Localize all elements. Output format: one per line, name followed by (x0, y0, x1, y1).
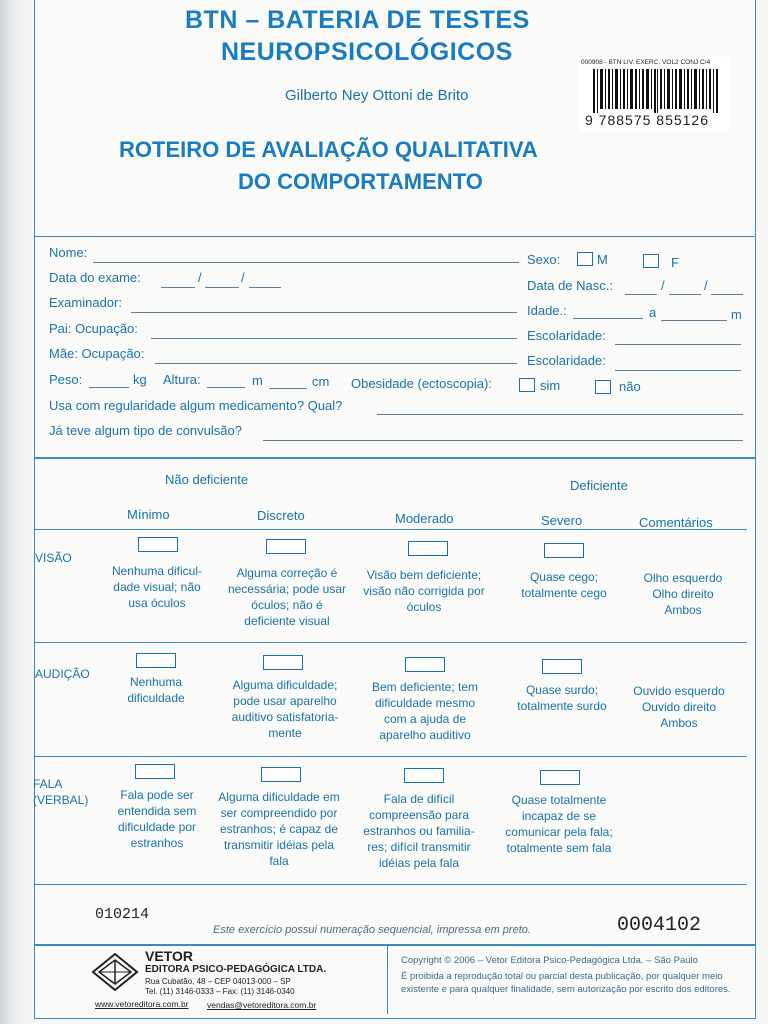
sequence-note: Este exercício possui numeração sequencial, impressa em preto. (213, 924, 531, 936)
mae-escolaridade-label: Escolaridade: (527, 353, 606, 368)
column-severo: Severo (541, 513, 583, 528)
data-nasc-day-field[interactable] (625, 294, 657, 295)
barcode-caption: 000908 - BTN LIV. EXERC. VOL2 CONJ C/4 (581, 59, 711, 66)
author-name: Gilberto Ney Ottoni de Brito (285, 87, 469, 104)
idade-a-label: a (649, 305, 657, 320)
publisher-website-link[interactable]: www.vetoreditora.com.br (95, 999, 189, 1009)
fala-minimo-checkbox[interactable] (135, 764, 175, 779)
publisher-address: Rua Cubatão, 48 – CEP 04013-000 – SP (145, 977, 291, 986)
obesidade-nao-label: não (619, 379, 641, 394)
obesidade-sim-checkbox[interactable] (519, 378, 535, 392)
peso-label: Peso: (49, 372, 83, 387)
audicao-discreto-checkbox[interactable] (263, 655, 303, 670)
rights-text: É proibida a reprodução total ou parcial desta publicação, por qualquer meio existente e para qualquer finalidade, sem autorização por escrito dos editores. (401, 971, 731, 995)
divider (35, 642, 747, 643)
audicao-severo-checkbox[interactable] (542, 659, 582, 674)
data-nasc-year-field[interactable] (711, 294, 743, 295)
row-label-visao: VISÃO (35, 551, 72, 565)
idade-anos-field[interactable] (573, 318, 643, 319)
serial-number-right: 0004102 (617, 914, 702, 937)
idade-meses-field[interactable] (661, 320, 727, 321)
data-nasc-month-field[interactable] (669, 294, 701, 295)
vetor-logo-icon (91, 952, 139, 992)
medicamento-field[interactable] (377, 414, 743, 415)
visao-severo-checkbox[interactable] (544, 543, 584, 558)
fala-discreto-checkbox[interactable] (261, 767, 301, 782)
audicao-minimo-checkbox[interactable] (136, 653, 176, 668)
altura-cm-field[interactable] (269, 388, 307, 389)
mae-escolaridade-field[interactable] (615, 370, 741, 371)
column-discreto: Discreto (257, 508, 305, 523)
convulsao-field[interactable] (263, 440, 743, 441)
publisher-phone: Tel. (11) 3146-0333 – Fax: (11) 3146-0340 (145, 987, 295, 996)
audicao-moderado-checkbox[interactable] (405, 657, 445, 672)
date-slash: / (661, 278, 665, 293)
idade-m-label: m (731, 307, 742, 322)
divider (35, 944, 755, 946)
mae-label: Mãe: Ocupação: (49, 346, 145, 361)
medicamento-label: Usa com regularidade algum medicamento? Qual? (49, 398, 343, 413)
data-exame-label: Data do exame: (49, 270, 141, 285)
visao-minimo-checkbox[interactable] (138, 537, 178, 552)
fala-severo-checkbox[interactable] (540, 770, 580, 785)
pai-escolaridade-field[interactable] (615, 344, 741, 345)
visao-moderado-checkbox[interactable] (408, 541, 448, 556)
kg-unit: kg (133, 372, 147, 387)
data-nasc-label: Data de Nasc.: (527, 278, 613, 293)
column-comentarios: Comentários (639, 515, 713, 530)
convulsao-label: Já teve algum tipo de convulsão? (49, 423, 242, 438)
sexo-m-checkbox[interactable] (577, 252, 593, 266)
visao-comentario-text: Olho esquerdo Olho direito Ambos (643, 571, 723, 617)
date-slash: / (198, 270, 202, 285)
date-slash: / (241, 270, 245, 285)
fala-moderado-checkbox[interactable] (404, 768, 444, 783)
altura-label: Altura: (163, 372, 201, 387)
publisher-name: VETOR (145, 948, 193, 964)
date-slash: / (704, 278, 708, 293)
divider (35, 529, 747, 530)
data-exame-year-field[interactable] (249, 287, 281, 288)
audicao-severo-text: Quase surdo; totalmente surdo (517, 683, 607, 713)
pai-escolaridade-label: Escolaridade: (527, 328, 606, 343)
copyright-text: Copyright © 2006 – Vetor Editora Psico-Pedagógica Ltda. – São Paulo (401, 955, 698, 966)
pai-label: Pai: Ocupação: (49, 321, 138, 336)
audicao-discreto-text: Alguma dificuldade; pode usar aparelho auditivo satisfatoria-mente (231, 678, 339, 740)
divider (387, 944, 388, 1014)
deficiente-heading: Deficiente (570, 478, 628, 493)
audicao-comentario-text: Ouvido esquerdo Ouvido direito Ambos (633, 684, 725, 730)
sexo-m-label: M (597, 252, 608, 267)
altura-m-field[interactable] (207, 387, 245, 388)
divider (35, 457, 755, 459)
obesidade-nao-checkbox[interactable] (595, 380, 611, 394)
examinador-label: Examinador: (49, 295, 122, 310)
column-moderado: Moderado (395, 511, 454, 526)
divider (35, 236, 755, 237)
examinador-field[interactable] (131, 312, 517, 313)
column-minimo: Mínimo (127, 507, 170, 522)
divider (35, 756, 747, 757)
barcode-icon (593, 69, 723, 113)
title-line-2: NEUROPSICOLÓGICOS (221, 38, 513, 66)
nao-deficiente-heading: Não deficiente (165, 472, 249, 487)
subtitle-line-2: DO COMPORTAMENTO (238, 169, 483, 194)
divider (35, 884, 747, 885)
nome-field[interactable] (93, 262, 519, 263)
sexo-label: Sexo: (527, 252, 561, 267)
visao-severo-text: Quase cego; totalmente cego (521, 570, 607, 600)
title-line-1: BTN – BATERIA DE TESTES (185, 6, 530, 34)
sexo-f-label: F (671, 255, 679, 270)
serial-number-left: 010214 (95, 906, 150, 923)
audicao-moderado-text: Bem deficiente; tem dificuldade mesmo com a ajuda de aparelho auditivo (371, 680, 479, 742)
idade-label: Idade.: (527, 303, 567, 318)
pai-ocupacao-field[interactable] (151, 338, 517, 339)
audicao-minimo-text: Nenhuma dificuldade (127, 675, 185, 705)
fala-moderado-text: Fala de difícil compreensão para estranhos ou familia-res; difícil transmitir idéias pela fala (363, 792, 475, 870)
visao-moderado-text: Visão bem deficiente; visão não corrigida por óculos (363, 568, 485, 614)
data-exame-day-field[interactable] (161, 287, 195, 288)
obesidade-label: Obesidade (ectoscopia): (351, 376, 492, 391)
visao-discreto-text: Alguma correção é necessária; pode usar óculos; não é deficiente visual (227, 566, 347, 628)
fala-severo-text: Quase totalmente incapaz de se comunicar pela fala; totalmente sem fala (505, 793, 613, 855)
nome-label: Nome: (49, 245, 88, 260)
barcode-label (579, 57, 729, 131)
fala-discreto-text: Alguma dificuldade em ser compreendido por estranhos; é capaz de transmitir idéias pela fala (218, 790, 340, 868)
sexo-f-checkbox[interactable] (643, 254, 659, 268)
peso-field[interactable] (89, 387, 129, 388)
m-unit: m (252, 373, 263, 388)
publisher-email-link[interactable]: vendas@vetoreditora.com.br (207, 1000, 317, 1010)
form-sheet (34, 0, 756, 1019)
visao-minimo-text: Nenhuma dificul-dade visual; não usa óculos (111, 564, 203, 610)
publisher-subtitle: EDITORA PSICO-PEDAGÓGICA LTDA. (145, 964, 327, 975)
row-label-fala: FALA (VERBAL) (33, 777, 89, 807)
subtitle-line-1: ROTEIRO DE AVALIAÇÃO QUALITATIVA (119, 137, 538, 162)
mae-ocupacao-field[interactable] (155, 363, 517, 364)
obesidade-sim-label: sim (540, 378, 561, 393)
fala-minimo-text: Fala pode ser entendida sem dificuldade por estranhos (117, 788, 197, 850)
visao-discreto-checkbox[interactable] (266, 539, 306, 554)
cm-unit: cm (312, 374, 330, 389)
data-exame-month-field[interactable] (205, 287, 239, 288)
row-label-audicao: AUDIÇÃO (35, 667, 90, 681)
isbn-number: 9 788575 855126 (585, 112, 709, 128)
